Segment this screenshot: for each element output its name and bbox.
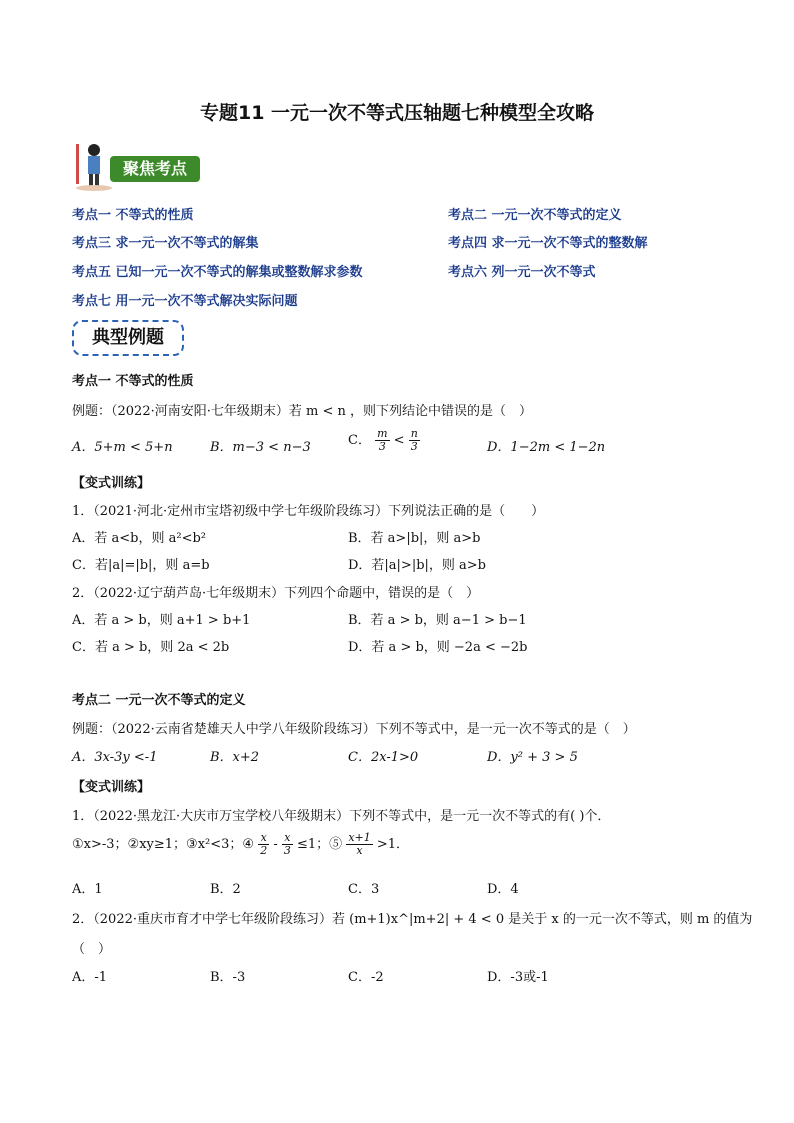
kaodian-3[interactable]: 考点三 求一元一次不等式的解集: [72, 236, 259, 251]
s2-q2-option-b: B．-3: [210, 970, 246, 985]
section1-example: 例题：（2022·河南安阳·七年级期末）若 m < n ，则下列结论中错误的是（ ）: [72, 404, 532, 419]
typical-examples-badge: 典型例题: [72, 320, 184, 356]
s2-q1: 1．（2022·黑龙江·大庆市万宝学校八年级期末）下列不等式中，是一元一次不等式的有( )个．: [72, 809, 611, 824]
s1-q2-option-c: C．若 a > b，则 2a < 2b: [72, 640, 230, 655]
s1-q1-option-b: B．若 a>|b|，则 a>b: [348, 531, 481, 546]
kaodian-6[interactable]: 考点六 列一元一次不等式: [448, 265, 596, 280]
s2-q2-blank: （ ）: [72, 942, 112, 957]
s2-q1-option-d: D．4: [487, 882, 519, 897]
s1-option-b: B．m−3 < n−3: [210, 440, 311, 455]
kaodian-7[interactable]: 考点七 用一元一次不等式解决实际问题: [72, 294, 298, 309]
kaodian-5[interactable]: 考点五 已知一元一次不等式的解集或整数解求参数: [72, 265, 363, 280]
s1-option-a: A．5+m < 5+n: [72, 440, 173, 455]
s1-option-c: C． $\frac{m}{3}$ < $\frac{n}{3}$: [348, 427, 418, 453]
s1-q2-option-a: A．若 a > b，则 a+1 > b+1: [72, 613, 251, 628]
student-figure-icon: [72, 140, 112, 192]
s1-q2-option-d: D．若 a > b，则 −2a < −2b: [348, 640, 528, 655]
section2-example: 例题：（2022·云南省楚雄天人中学八年级阶段练习）下列不等式中，是一元一次不等式的是（ ）: [72, 722, 636, 737]
section1-heading: 考点一 不等式的性质: [72, 374, 194, 389]
focus-banner: [72, 140, 202, 192]
s2-q2-option-c: C．-2: [348, 970, 384, 985]
s2-option-d: D．y² + 3 > 5: [487, 750, 578, 765]
s2-q1-option-b: B．2: [210, 882, 241, 897]
s1-q1-option-a: A．若 a<b，则 a²<b²: [72, 531, 207, 546]
s1-q1: 1．（2021·河北·定州市宝塔初级中学七年级阶段练习）下列说法正确的是（ ）: [72, 504, 545, 519]
s1-q2-option-b: B．若 a > b，则 a−1 > b−1: [348, 613, 527, 628]
s2-train-label: 【变式训练】: [72, 780, 151, 795]
page-title: 专题11 一元一次不等式压轴题七种模型全攻略: [199, 102, 595, 124]
kaodian-4[interactable]: 考点四 求一元一次不等式的整数解: [448, 236, 648, 251]
s2-option-b: B．x+2: [210, 750, 260, 765]
s2-option-c: C．2x-1>0: [348, 750, 419, 765]
s1-train-label: 【变式训练】: [72, 476, 151, 491]
s1-option-d: D．1−2m < 1−2n: [487, 440, 606, 455]
s2-q2-option-d: D．-3或-1: [487, 970, 549, 985]
s2-q2-option-a: A．-1: [72, 970, 108, 985]
s1-q1-option-d: D．若|a|>|b|，则 a>b: [348, 558, 487, 573]
s2-option-a: A．3x-3y <-1: [72, 750, 158, 765]
s2-q1-expressions: ①x>-3；②xy≥1；③x²<3；④ $\frac{x}{2}$ - $\frac{x}{3}$ ≤1；⑤ $\frac{x+1}{x}$ >1．: [72, 831, 410, 857]
focus-title: 聚焦考点: [110, 156, 200, 182]
s1-q1-option-c: C．若|a|=|b|，则 a=b: [72, 558, 210, 573]
s2-q2: 2．（2022·重庆市育才中学七年级阶段练习）若 (m+1)x^|m+2| + 4 < 0 是关于 x 的一元一次不等式，则 m 的值为: [72, 912, 753, 927]
section2-heading: 考点二 一元一次不等式的定义: [72, 693, 246, 708]
kaodian-1[interactable]: 考点一 不等式的性质: [72, 208, 194, 223]
s2-q1-option-a: A．1: [72, 882, 103, 897]
s2-q1-option-c: C．3: [348, 882, 380, 897]
kaodian-2[interactable]: 考点二 一元一次不等式的定义: [448, 208, 622, 223]
s1-q2: 2．（2022·辽宁葫芦岛·七年级期末）下列四个命题中，错误的是（ ）: [72, 586, 480, 601]
